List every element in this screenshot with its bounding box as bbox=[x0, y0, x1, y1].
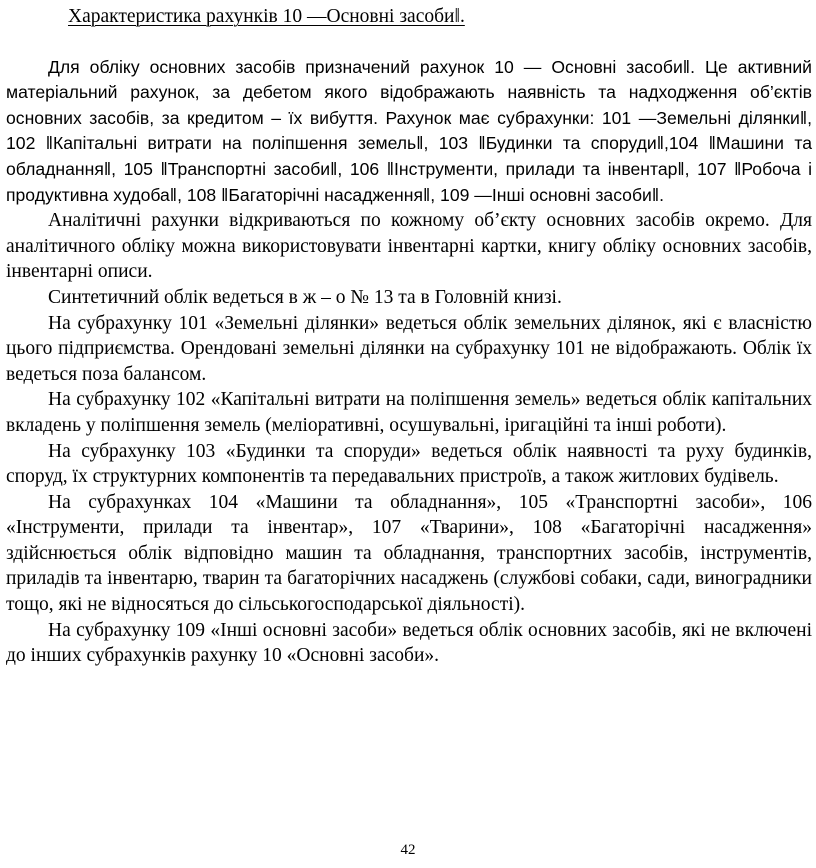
paragraph-subaccounts-104-108: На субрахунках 104 «Машини та обладнання», 105 «Транспортні засоби», 106 «Інструменти, прилади та інвентар», 107 «Тварини», 108 «Багаторічні насадження» здійснюється облік відповідно машин та обладнання, транспортних засобів, інструментів, приладів та інвентарю, тварин та багаторічних насаджень (службові собаки, сади, виноградники тощо, які не відносяться до сільськогосподарської діяльності). bbox=[6, 491, 812, 616]
paragraph-subaccount-103: На субрахунку 103 «Будинки та споруди» ведеться облік наявності та руху будинків, споруд, їх структурних компонентів та передавальних пристроїв, а також житлових будівель. bbox=[6, 440, 812, 488]
paragraph-account-overview: Для обліку основних засобів призначений рахунок 10 ― Основні засоби‖. Це активний матеріальний рахунок, за дебетом якого відображають наявність та надходження об’єктів основних засобів, за кредитом – їх вибуття. Рахунок має субрахунки: 101 ―Земельні ділянки‖, 102 ‖Капітальні витрати на поліпшення земель‖, 103 ‖Будинки та споруди‖,104 ‖Машини та обладнання‖, 105 ‖Транспортні засоби‖, 106 ‖Інструменти, прилади та інвентар‖, 107 ‖Робоча і продуктивна худоба‖, 108 ‖Багаторічні насадження‖, 109 ―Інші основні засоби‖. bbox=[6, 56, 812, 205]
paragraph-subaccount-102: На субрахунку 102 «Капітальні витрати на поліпшення земель» ведеться облік капітальних вкладень у поліпшення земель (меліоративні, осушувальні, іригаційні та інші роботи). bbox=[6, 389, 812, 436]
paragraph-synthetic-accounting: Синтетичний облік ведеться в ж – о № 13 та в Головній книзі. bbox=[48, 286, 562, 308]
paragraph-analytical-accounts: Аналітичні рахунки відкриваються по кожному об’єкту основних засобів окремо. Для аналітичного обліку можна використовувати інвентарні картки, книгу обліку основних засобів, інвентарні описи. bbox=[6, 210, 812, 283]
section-heading: Характеристика рахунків 10 ―Основні засоби‖. bbox=[68, 6, 465, 27]
paragraph-subaccount-101: На субрахунку 101 «Земельні ділянки» ведеться облік земельних ділянок, які є власністю цього підприємства. Орендовані земельні ділянки на субрахунку 101 не відображають. Облік їх ведеться поза балансом. bbox=[6, 312, 812, 385]
paragraph-subaccount-109: На субрахунку 109 «Інші основні засоби» ведеться облік основних засобів, які не включені до інших субрахунків рахунку 10 «Основні засоби». bbox=[6, 619, 812, 667]
page-number: 42 bbox=[400, 842, 416, 858]
